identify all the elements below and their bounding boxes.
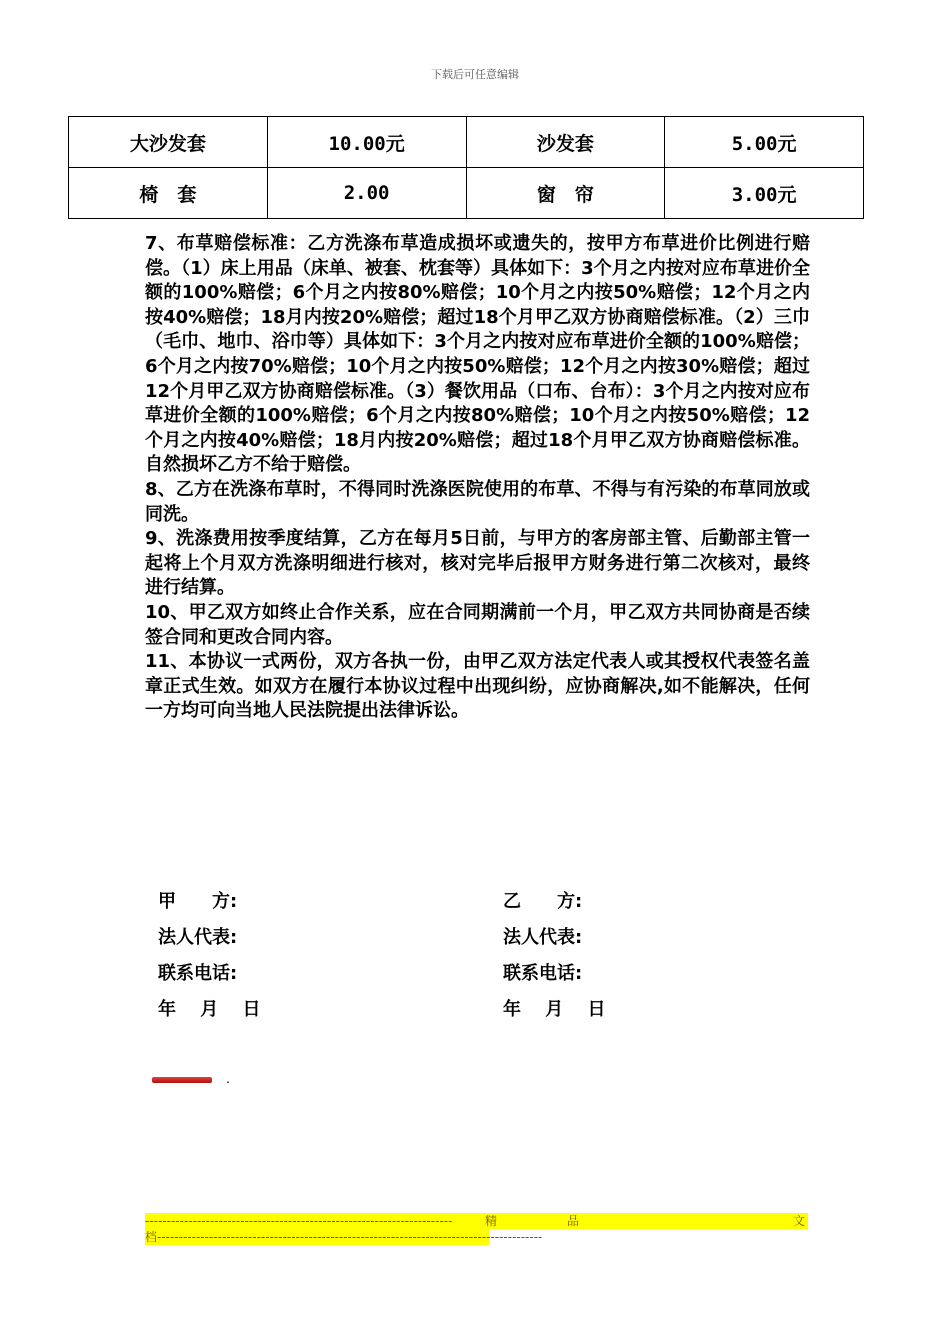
party-b-phone: 联系电话: — [503, 963, 583, 984]
red-decorative-bar — [152, 1077, 212, 1083]
clause-9: 9、洗涤费用按季度结算，乙方在每月5日前，与甲方的客房部主管、后勤部主管一起将上个月双方洗涤明细进行核对，核对完毕后报甲方财务进行第二次核对，最终进行结算。 — [145, 528, 810, 599]
price-table — [68, 116, 864, 219]
table-cell-item: 椅 套 — [69, 168, 268, 219]
table-cell-item: 沙发套 — [466, 117, 665, 168]
clause-8: 8、乙方在洗涤布草时，不得同时洗涤医院使用的布草、不得与有污染的布草同放或同洗。 — [145, 478, 810, 525]
footer-line-1 — [145, 1213, 808, 1229]
clause-7: 7、布草赔偿标准：乙方洗涤布草造成损坏或遗失的，按甲方布草进价比例进行赔偿。（1）床上用品（床单、被套、枕套等）具体如下：3个月之内按对应布草进价全额的100%赔偿；6个月之内按80%赔偿；10个月之内按50%赔偿；12个月之内按40%赔偿；18月内按20%赔偿；超过18个月甲乙双方协商赔偿标准。（2）三巾（毛巾、地巾、浴巾等）具体如下：3个月之内按对应布草进价全额的100%赔偿；6个月之内按70%赔偿；10个月之内按50%赔偿；12个月之内按30%赔偿；超过12个月甲乙双方协商赔偿标准。（3）餐饮用品（口布、台布）：3个月之内按对应布草进价全额的100%赔偿；6个月之内按80%赔偿；10个月之内按50%赔偿；12个月之内按40%赔偿；18月内按20%赔偿；超过18个月甲乙双方协商赔偿标准。自然损坏乙方不给于赔偿。 — [145, 233, 810, 476]
table-cell-price: 10.00元 — [267, 117, 466, 168]
footer-word-3: 文 — [793, 1214, 806, 1228]
footer-dashes: ----------------------------------------------------------------------- — [145, 1214, 453, 1228]
party-b-label: 乙 方: — [503, 891, 583, 912]
party-a-label: 甲 方: — [158, 891, 238, 912]
footer-watermark — [145, 1213, 808, 1245]
table-row — [69, 117, 864, 168]
table-row — [69, 168, 864, 219]
signature-party-b — [503, 888, 606, 1032]
clause-10: 10、甲乙双方如终止合作关系，应在合同期满前一个月，甲乙双方共同协商是否续签合同和更改合同内容。 — [145, 601, 810, 648]
footer-word-1: 精 — [485, 1214, 498, 1228]
party-a-phone: 联系电话: — [158, 963, 238, 984]
party-a-date: 年 月 日 — [158, 999, 261, 1020]
contract-clauses — [145, 232, 810, 724]
dot-mark: . — [226, 1072, 230, 1086]
table-cell-item: 窗 帘 — [466, 168, 665, 219]
party-b-date: 年 月 日 — [503, 999, 606, 1020]
footer-word-2: 品 — [567, 1214, 580, 1228]
table-cell-price: 5.00元 — [665, 117, 864, 168]
footer-line-2: 档----------------------------------------------------------------------------------------- — [145, 1230, 543, 1244]
table-cell-price: 3.00元 — [665, 168, 864, 219]
table-cell-price: 2.00 — [267, 168, 466, 219]
party-a-legal-rep: 法人代表: — [158, 927, 238, 948]
clause-11: 11、本协议一式两份，双方各执一份，由甲乙双方法定代表人或其授权代表签名盖章正式生效。如双方在履行本协议过程中出现纠纷，应协商解决,如不能解决，任何一方均可向当地人民法院提出法律诉讼。 — [145, 651, 810, 722]
table-cell-item: 大沙发套 — [69, 117, 268, 168]
header-note: 下载后可任意编辑 — [431, 68, 519, 81]
party-b-legal-rep: 法人代表: — [503, 927, 583, 948]
signature-party-a — [158, 888, 261, 1032]
